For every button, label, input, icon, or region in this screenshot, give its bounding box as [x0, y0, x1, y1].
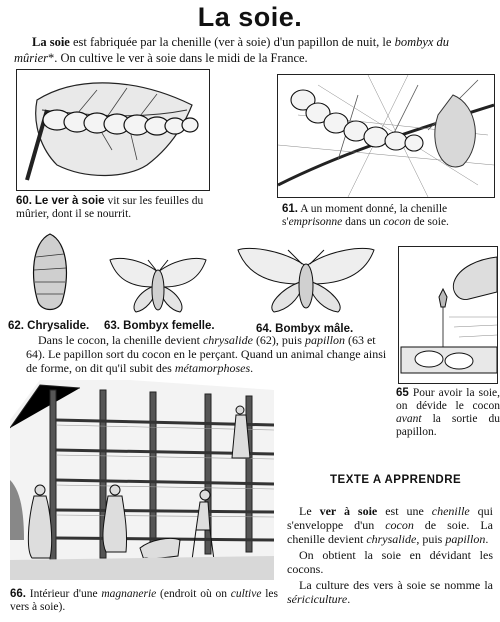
figure-63-label: 63. Bombyx femelle. [104, 320, 215, 332]
unwinding-cocoon-illustration [399, 247, 497, 383]
figure-64-male-moth [236, 244, 376, 320]
figure-64-label: 64. Bombyx mâle. [256, 323, 354, 335]
figure-60-caption: 60. Le ver à soie vit sur les feuilles du mûrier, dont il se nourrit. [16, 195, 204, 220]
magnanerie-illustration [10, 380, 274, 580]
intro-term-soie: La soie [32, 35, 70, 49]
female-moth-illustration [108, 252, 208, 316]
figure-61-caption: 61. A un moment donné, la chenille s'emprisonne dans un cocon de soie. [282, 203, 449, 228]
silkworm-leaf-illustration [17, 70, 209, 190]
cocoon-spinning-illustration [278, 75, 494, 197]
figure-66-magnanerie-interior [10, 380, 274, 580]
figure-60-silkworm-on-leaf [16, 69, 210, 191]
texte-a-apprendre-heading: TEXTE A APPRENDRE [330, 474, 462, 486]
page-title: La soie. [197, 2, 303, 32]
figure-65-caption: 65 Pour avoir la soie, on dévide le cocon avant la sortie du papillon. [396, 387, 500, 438]
figure-63-female-moth [108, 252, 208, 316]
texte-paragraph-1: Le ver à soie est une chenille qui s'enveloppe d'un cocon de soie. La chenille devient chrysalide, puis papillon. [287, 504, 494, 546]
chrysalis-illustration [28, 232, 72, 314]
male-moth-illustration [236, 244, 376, 320]
figure-65-unwinding-cocoon [398, 246, 498, 384]
figure-62-chrysalis [28, 232, 72, 314]
texte-paragraph-2: On obtient la soie en dévidant les cocons. [287, 548, 493, 576]
intro-paragraph: La soie est fabriquée par la chenille (ver à soie) d'un papillon de nuit, le bombyx du mûrier*. On cultive le ver à soie dans le midi de la France. [14, 35, 450, 65]
figure-61-cocoon-spinning [277, 74, 495, 198]
figure-66-caption: 66. Intérieur d'une magnanerie (endroit où on cultive les vers à soie). [10, 588, 279, 613]
metamorphosis-paragraph: Dans le cocon, la chenille devient chrysalide (62), puis papillon (63 et 64). Le papillon sort du cocon en le perçant. Quand un animal change ainsi de forme, on dit qu'il subit des métamorphoses. [26, 333, 387, 375]
texte-paragraph-3: La culture des vers à soie se nomme la sériciculture. [287, 578, 493, 606]
figure-62-label: 62. Chrysalide. [8, 320, 90, 332]
intro-term-bombyx: bombyx du mûrier [14, 35, 450, 65]
